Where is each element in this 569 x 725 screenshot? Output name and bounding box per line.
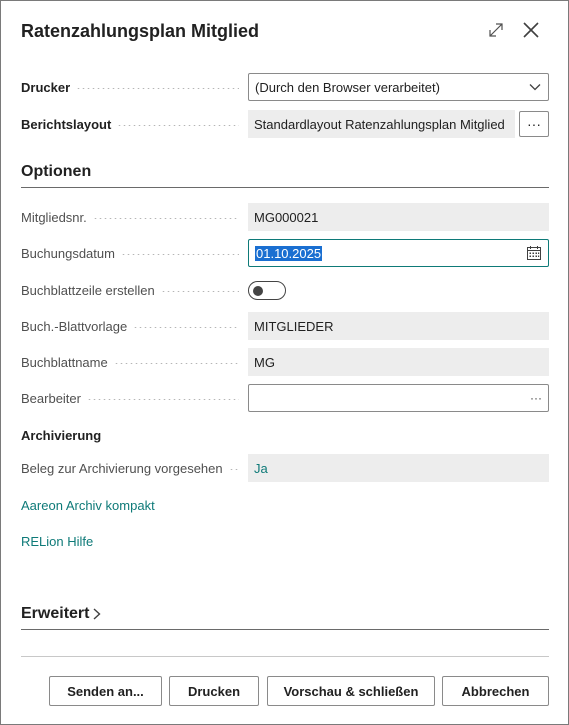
bearbeiter-row (21, 384, 549, 412)
beleg-archivierung-value: Ja (254, 460, 268, 476)
buchblattname-label: Buchblattname (21, 348, 247, 376)
mitgliedsnr-field[interactable] (248, 203, 549, 231)
beleg-archivierung-field[interactable] (248, 454, 549, 482)
mitgliedsnr-label: Mitgliedsnr. (21, 203, 247, 231)
buchblattzeile-row (21, 276, 549, 304)
relion-hilfe-link[interactable]: RELion Hilfe (21, 534, 94, 549)
buchblattname-field[interactable] (248, 348, 549, 376)
close-button[interactable] (520, 19, 542, 41)
abbrechen-button[interactable]: Abbrechen (442, 676, 549, 706)
bearbeiter-label: Bearbeiter (21, 384, 247, 412)
mitgliedsnr-value: MG000021 (254, 209, 319, 225)
more-icon: ··· (527, 116, 541, 132)
buchungsdatum-row (21, 239, 549, 267)
berichtslayout-more-button[interactable] (519, 111, 549, 137)
aareon-archiv-link[interactable]: Aareon Archiv kompakt (21, 498, 155, 513)
drucker-row (21, 73, 549, 101)
drucken-button[interactable]: Drucken (169, 676, 259, 706)
vorschau-schliessen-button[interactable]: Vorschau & schließen (267, 676, 435, 706)
buchungsdatum-label: Buchungsdatum (21, 239, 247, 267)
toggle-knob (253, 286, 263, 296)
mitgliedsnr-row (21, 203, 549, 231)
expand-icon (487, 21, 505, 39)
beleg-archivierung-label: Beleg zur Archivierung vorgesehen (21, 454, 247, 482)
buchblattzeile-toggle[interactable] (248, 281, 286, 300)
berichtslayout-value: Standardlayout Ratenzahlungsplan Mitglied (254, 116, 505, 132)
blattvorlage-row (21, 312, 549, 340)
close-icon (522, 21, 540, 39)
drucker-label: Drucker (21, 73, 247, 101)
berichtslayout-field[interactable] (248, 110, 515, 138)
footer-divider (21, 656, 549, 657)
drucker-select[interactable] (248, 73, 549, 101)
blattvorlage-value: MITGLIEDER (254, 318, 334, 334)
buchblattname-value: MG (254, 354, 275, 370)
buchungsdatum-value: 01.10.2025 (256, 245, 322, 261)
calendar-icon[interactable] (526, 245, 542, 261)
erweitert-heading[interactable] (21, 605, 549, 630)
berichtslayout-label: Berichtslayout (21, 110, 247, 138)
expand-button[interactable] (485, 19, 507, 41)
chevron-right-icon (91, 607, 103, 621)
buchblattname-row (21, 348, 549, 376)
dialog-title: Ratenzahlungsplan Mitglied (21, 21, 260, 41)
drucker-value: (Durch den Browser verarbeitet) (255, 79, 440, 95)
blattvorlage-label: Buch.-Blattvorlage (21, 312, 247, 340)
bearbeiter-input[interactable] (248, 384, 549, 412)
buchblattzeile-label: Buchblattzeile erstellen (21, 276, 247, 304)
beleg-archivierung-row (21, 454, 549, 482)
buchungsdatum-input[interactable] (248, 239, 549, 267)
blattvorlage-field[interactable] (248, 312, 549, 340)
archivierung-heading: Archivierung (21, 428, 102, 443)
chevron-down-icon (528, 80, 542, 94)
lookup-ellipsis-icon[interactable]: ··· (530, 391, 542, 405)
erweitert-label: Erweitert (21, 605, 90, 622)
optionen-heading[interactable]: Optionen (21, 163, 549, 188)
senden-an-button[interactable]: Senden an... (49, 676, 162, 706)
berichtslayout-row (21, 110, 549, 138)
